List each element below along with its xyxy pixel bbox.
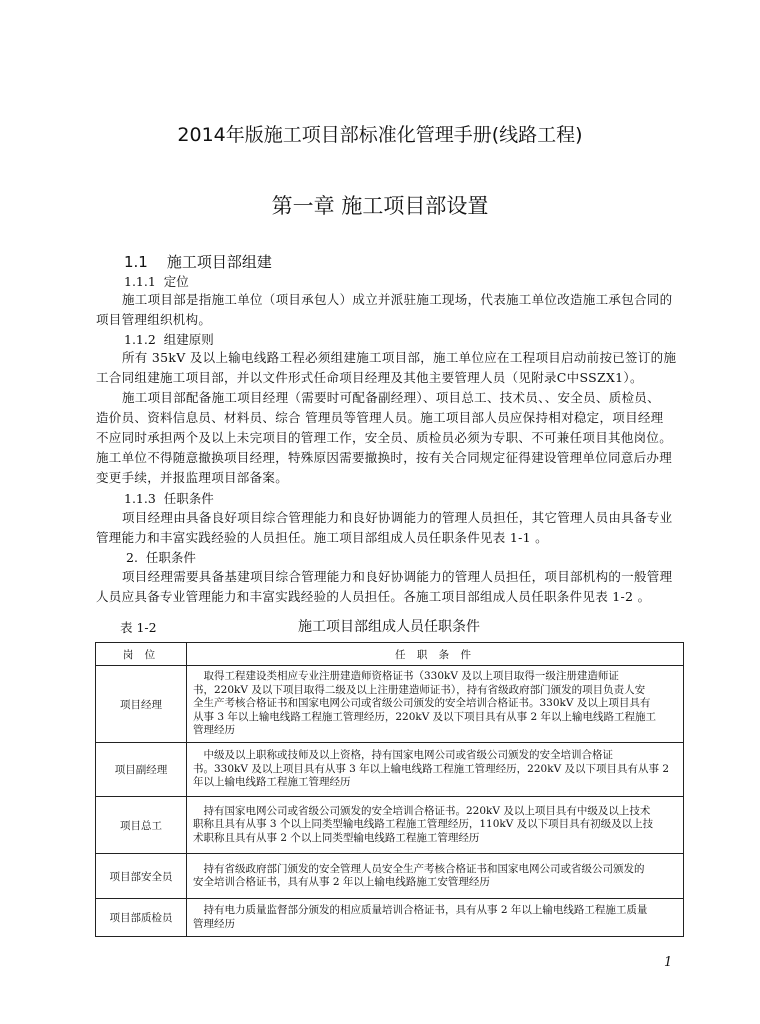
subsection-heading: 1.1.3 任职条件 [124, 491, 214, 506]
text-line: 施工项目部是指施工单位（项目承包人）成立并派驻施工现场，代表施工单位改造施工承包合同的 [122, 292, 673, 307]
text-line: 造价员、资料信息员、材料员、综合 管理员等管理人员。施工项目部人员应保持相对稳定，项目经理 [96, 410, 664, 425]
cell-line: 取得工程建设类相应专业注册建造师资格证书（330kV 及以上项目取得一级注册建造师证 [193, 670, 619, 683]
conditions-cell [187, 899, 684, 937]
text-line: 工合同组建施工项目部，并以文件形式任命项目经理及其他主要管理人员（见附录C中SSZX1）。 [96, 370, 643, 385]
text-line: 变更手续，并报监理项目部备案。 [96, 470, 289, 485]
position-cell: 项目部安全员 [96, 854, 187, 899]
header-position: 岗 位 [96, 643, 187, 666]
chapter-title: 第一章 施工项目部设置 [271, 194, 489, 218]
qualification-table [95, 642, 684, 937]
table-row [96, 743, 684, 797]
paragraph [96, 567, 672, 607]
document-title: 2014年版施工项目部标准化管理手册(线路工程) [177, 124, 583, 146]
subsection-heading: 1.1.2 组建原则 [124, 332, 214, 347]
text-line: 项目管理组织机构。 [96, 312, 212, 327]
cell-line: 职称且具有从事 3 个以上同类型输电线路工程施工管理经历，110kV 及以下项目具有初级及以上技 [193, 818, 654, 831]
position-cell: 项目副经理 [96, 743, 187, 797]
subsection-heading: 2. 任职条件 [126, 550, 196, 565]
table-row [96, 797, 684, 854]
position-cell: 项目总工 [96, 797, 187, 854]
cell-line: 持有国家电网公司或省级公司颁发的安全培训合格证书。220kV 及以上项目具有中级及以上技术 [193, 804, 651, 817]
text-line: 项目经理由具备良好项目综合管理能力和良好协调能力的管理人员担任，其它管理人员由具备专业 [122, 510, 673, 525]
cell-line: 管理经历 [193, 724, 235, 737]
header-conditions: 任 职 条 件 [187, 643, 684, 666]
cell-line: 术职称且具有从事 2 个以上同类型输电线路工程施工管理经历 [193, 831, 480, 844]
position-cell: 项目经理 [96, 666, 187, 743]
text-line: 施工单位不得随意撤换项目经理，特殊原因需要撤换时，按有关合同规定征得建设管理单位同意后办理 [96, 450, 673, 465]
conditions-cell [187, 854, 684, 899]
text-line: 不应同时承担两个及以上未完项目的管理工作，安全员、质检员必须为专职、不可兼任项目其他岗位。 [96, 430, 673, 445]
table-header-row [96, 643, 684, 666]
table-row [96, 854, 684, 899]
cell-line: 管理经历 [193, 917, 235, 930]
cell-line: 持有省级政府部门颁发的安全管理人员安全生产考核合格证书和国家电网公司或省级公司颁发的 [193, 862, 645, 875]
conditions-cell [187, 743, 684, 797]
text-line: 项目经理需要具备基建项目综合管理能力和良好协调能力的管理人员担任，项目部机构的一般管理 [122, 569, 673, 584]
cell-line: 书。330kV 及以上项目具有从事 3 年以上输电线路工程施工管理经历，220kV 及以下项目具有从事 2 [193, 762, 670, 775]
cell-line: 书，220kV 及以下项目取得二级及以上注册建造师证书），持有省级政府部门颁发的项目负责人安 [193, 683, 646, 696]
paragraph [96, 508, 672, 548]
text-line: 人员应具备专业管理能力和丰富实践经验的人员担任。各施工项目部组成人员任职条件见表 1-2 。 [96, 589, 651, 604]
text-line: 施工项目部配备施工项目经理（需要时可配备副经理）、项目总工、技术员、、安全员、质检员、 [122, 390, 660, 405]
table-row [96, 666, 684, 743]
conditions-cell [187, 797, 684, 854]
cell-line: 中级及以上职称或技师及以上资格，持有国家电网公司或省级公司颁发的安全培训合格证 [193, 749, 613, 762]
position-cell: 项目部质检员 [96, 899, 187, 937]
cell-line: 持有电力质量监督部分颁发的相应质量培训合格证书，具有从事 2 年以上输电线路工程施工质量 [193, 904, 648, 916]
paragraph [96, 348, 676, 488]
cell-line: 从事 3 年以上输电线路工程施工管理经历，220kV 及以下项目具有从事 2 年以上输电线路工程施工 [193, 710, 657, 723]
subsection-heading: 1.1.1 定位 [124, 274, 189, 289]
paragraph [96, 290, 672, 330]
text-line: 管理能力和丰富实践经验的人员担任。施工项目部组成人员任职条件见表 1-1 。 [96, 530, 548, 545]
page-number: 1 [664, 955, 673, 970]
table-caption: 施工项目部组成人员任职条件 [298, 619, 480, 635]
section-heading: 1.1 施工项目部组建 [124, 253, 272, 271]
table-row [96, 899, 684, 937]
text-line: 所有 35kV 及以上输电线路工程必须组建施工项目部，施工单位应在工程项目启动前按已签订的施 [122, 350, 677, 365]
cell-line: 安全培训合格证书，具有从事 2 年以上输电线路施工安管理经历 [193, 876, 490, 888]
cell-line: 年以上输电线路工程施工管理经历 [193, 776, 351, 789]
cell-line: 全生产考核合格证书和国家电网公司或省级公司颁发的安全培训合格证书。330kV 及以上项目具有 [193, 697, 651, 710]
conditions-cell [187, 666, 684, 743]
table-label: 表 1-2 [120, 620, 157, 635]
